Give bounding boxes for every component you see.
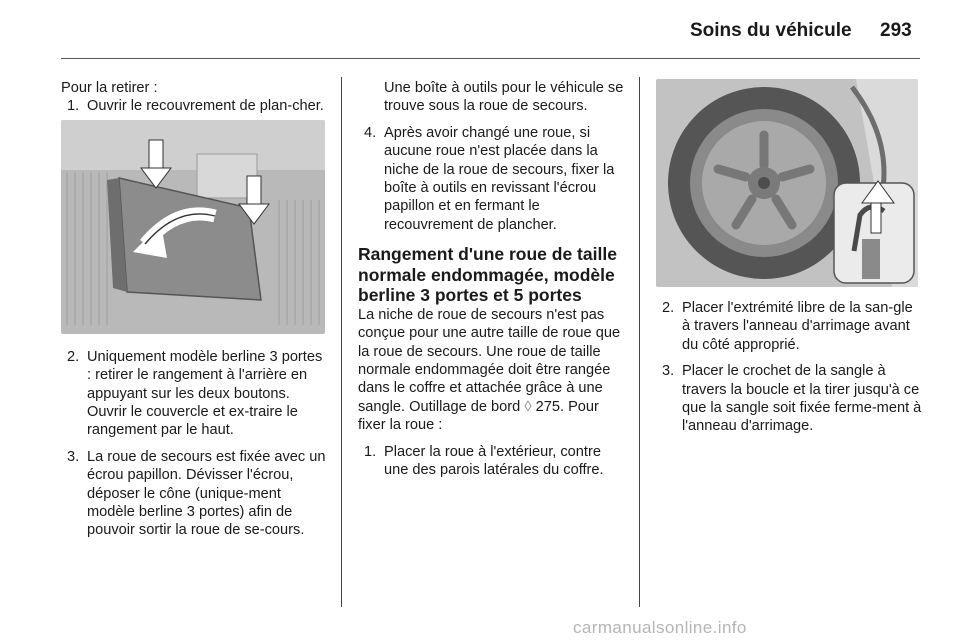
list-item [358,443,624,480]
paragraph-text: La niche de roue de secours n'est pas conçue pour une autre taille de roue que la roue de secours. Une roue de taille normale endommagée doit être rangée dans le coffre et attachée grâce à une sangle. Outillage de bord [358,306,621,415]
page-reference: 275. Pour fixer la roue : [358,398,599,434]
list-item [656,362,922,436]
figure-floor-cover [61,120,325,334]
continuation-text: Une boîte à outils pour le véhicule se trouve sous la roue de secours. [384,80,624,115]
list-text: Ouvrir le recouvrement de plan-cher. [87,98,324,115]
header-rule [61,58,920,59]
page-number: 293 [880,20,912,41]
list-item [656,299,922,354]
list-text: Placer la roue à l'extérieur, contre une des parois latérales du coffre. [384,443,604,478]
list-item [61,448,327,540]
list-number: 1. [67,98,80,115]
column-3 [656,79,922,444]
footer-watermark: carmanualsonline.info [573,618,747,637]
figure-spare-wheel-strap [656,79,918,287]
list-text: Placer l'extrémité libre de la san-gle à travers l'anneau d'arrimage avant du côté approprié. [682,300,913,353]
list-number: 2. [662,300,675,316]
list-text: Après avoir changé une roue, si aucune roue n'est placée dans la niche de la roue de secours, fixer la boîte à outils en revissant l'écrou papillon et en fermant le recouvrement de plancher. [384,124,615,233]
list-number: 4. [364,124,377,141]
list-item [61,348,327,440]
list-number: 1. [364,443,377,460]
list-text: La roue de secours est fixée avec un écrou papillon. Dévisser l'écrou, déposer le cône (unique-ment modèle berline 3 portes) afin de pouvoir sortir la roue de se-cours. [87,448,326,539]
column-1 [61,79,327,548]
page-reference-icon: ◊ [524,398,532,415]
section-heading: Rangement d'une roue de taille normale endommagée, modèle berline 3 portes et 5 portes [358,244,617,306]
list-text: Placer le crochet de la sangle à travers la boucle et la tirer jusqu'à ce que la sangle soit fixée ferme-ment à l'anneau d'arrimage. [682,363,922,435]
column-rule-1 [341,77,342,607]
list-number: 2. [67,348,80,365]
list-number: 3. [662,363,675,380]
list-item [358,124,624,234]
list-item [61,97,327,115]
section-paragraph [358,306,624,435]
column-2 [358,79,624,487]
list-text: Uniquement modèle berline 3 portes : retirer le rangement à l'arrière en appuyant sur les deux boutons. Ouvrir le couvercle et ex-traire le rangement par le haut. [87,348,323,439]
page-header-title: Soins du véhicule [690,20,852,41]
intro-text: Pour la retirer : [61,80,158,96]
column-rule-2 [639,77,640,607]
list-number: 3. [67,448,80,465]
